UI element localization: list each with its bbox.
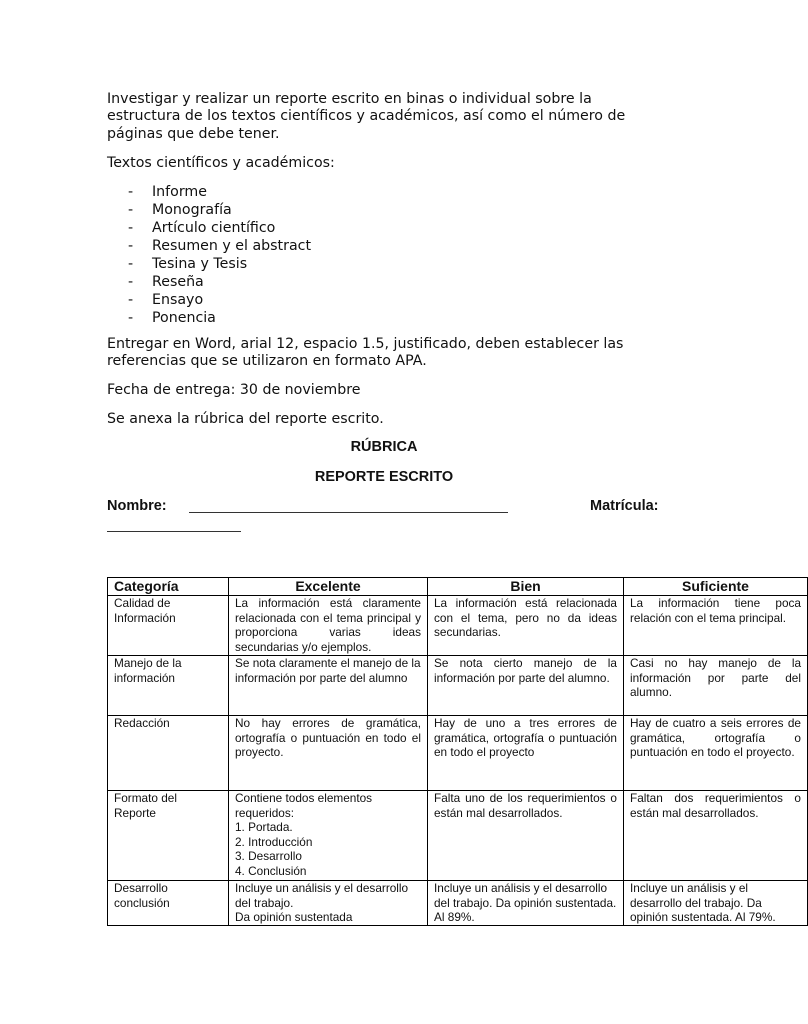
list-item: - Artículo científico xyxy=(128,220,276,236)
list-item: - Monografía xyxy=(128,202,232,218)
column-header: Bien xyxy=(428,578,624,596)
list-item: - Reseña xyxy=(128,274,204,290)
intro-paragraph xyxy=(107,91,667,143)
table-row xyxy=(108,791,808,881)
table-cell: Calidad de Información xyxy=(108,596,229,656)
name-label: Nombre: xyxy=(107,498,167,514)
table-row xyxy=(108,656,808,716)
rubric-title: RÚBRICA xyxy=(350,439,418,455)
table-cell: Falta uno de los requerimientos o están mal desarrollados. xyxy=(428,791,624,881)
table-cell: Incluye un análisis y el desarrollo del trabajo. Da opinión sustentada. Al 89%. xyxy=(428,881,624,926)
table-cell: Formato del Reporte xyxy=(108,791,229,881)
column-header: Suficiente xyxy=(624,578,808,596)
table-cell: Manejo de la información xyxy=(108,656,229,716)
assignment-instructions: Investigar y realizar un reporte escrito en binas o individual sobre la estructura de los textos científicos y académicos, así como el número de páginas que debe tener. xyxy=(107,91,626,142)
table-cell: La información está claramente relacionada con el tema principal y proporciona varias ideas secundarias y/o ejemplos. xyxy=(229,596,428,656)
list-intro: Textos científicos y académicos: xyxy=(107,155,335,171)
list-item: - Resumen y el abstract xyxy=(128,238,312,254)
table-cell: Hay de uno a tres errores de gramática, ortografía o puntuación en todo el proyecto xyxy=(428,716,624,791)
table-row xyxy=(108,596,808,656)
annex-note: Se anexa la rúbrica del reporte escrito. xyxy=(107,411,384,427)
id-blank-line xyxy=(107,531,241,532)
list-item: - Ensayo xyxy=(128,292,204,308)
table-cell: Se nota cierto manejo de la información por parte del alumno. xyxy=(428,656,624,716)
table-row xyxy=(108,716,808,791)
format-instructions: Entregar en Word, arial 12, espacio 1.5, justificado, deben establecer las referencias que se utilizaron en formato APA. xyxy=(107,336,624,370)
column-header: Categoría xyxy=(108,578,229,596)
table-cell: Incluye un análisis y el desarrollo del trabajo. Da opinión sustentada xyxy=(229,881,428,926)
table-cell: La información tiene poca relación con el tema principal. xyxy=(624,596,808,656)
table-cell: Hay de cuatro a seis errores de gramática, ortografía o puntuación en todo el proyecto. xyxy=(624,716,808,791)
list-item: - Ponencia xyxy=(128,310,216,326)
table-cell: No hay errores de gramática, ortografía o puntuación en todo el proyecto. xyxy=(229,716,428,791)
column-header: Excelente xyxy=(229,578,428,596)
table-row xyxy=(108,881,808,926)
table-cell: Contiene todos elementos requeridos: 1. Portada. 2. Introducción 3. Desarrollo 4. Conclusión xyxy=(229,791,428,881)
table-cell: La información está relacionada con el tema, pero no da ideas secundarias. xyxy=(428,596,624,656)
table-cell: Desarrollo conclusión xyxy=(108,881,229,926)
table-cell: Casi no hay manejo de la información por parte del alumno. xyxy=(624,656,808,716)
text-types-list xyxy=(128,183,311,327)
table-cell: Se nota claramente el manejo de la información por parte del alumno xyxy=(229,656,428,716)
table-cell: Redacción xyxy=(108,716,229,791)
table-cell: Faltan dos requerimientos o están mal desarrollados. xyxy=(624,791,808,881)
table-cell: Incluye un análisis y el desarrollo del trabajo. Da opinión sustentada. Al 79%. xyxy=(624,881,808,926)
table-header-row xyxy=(108,578,808,596)
name-blank-line xyxy=(189,512,508,513)
list-item: - Informe xyxy=(128,184,207,200)
id-label: Matrícula: xyxy=(590,498,659,514)
due-date: Fecha de entrega: 30 de noviembre xyxy=(107,382,361,398)
list-item: - Tesina y Tesis xyxy=(128,256,248,272)
rubric-table xyxy=(107,577,808,926)
rubric-subtitle: REPORTE ESCRITO xyxy=(314,469,454,485)
